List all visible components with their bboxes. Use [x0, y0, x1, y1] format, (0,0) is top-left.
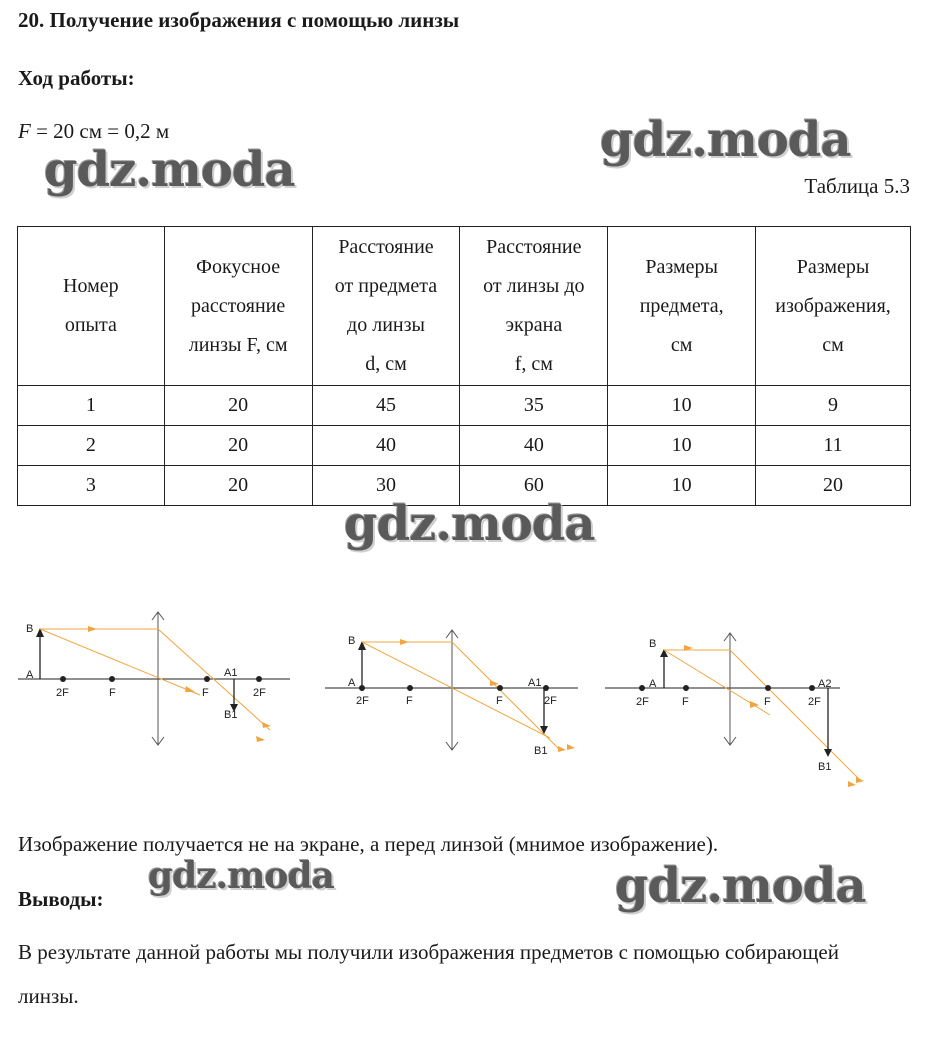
ray-arrow-icon: [256, 736, 265, 742]
table-cell: 45: [312, 386, 460, 426]
table-cell: 10: [608, 386, 756, 426]
table-cell: 3: [18, 466, 165, 506]
ray-arrow-icon: [262, 722, 271, 728]
point-2f-right: [256, 676, 262, 682]
table-cell: 11: [756, 426, 911, 466]
image-arrow-head-icon: [824, 749, 832, 757]
procedure-heading: Ход работы:: [18, 66, 135, 90]
label-image-top: B1: [534, 745, 548, 757]
table-cell: 9: [756, 386, 911, 426]
label-2f-right: 2F: [253, 687, 266, 699]
table-cell: 20: [756, 466, 911, 506]
lens-diagram-1: [0, 600, 310, 760]
table-cell: 40: [312, 426, 460, 466]
ray-center: [362, 642, 550, 738]
point-2f-right: [809, 685, 815, 691]
table-cell: 40: [460, 426, 608, 466]
label-object-base: A: [649, 678, 657, 690]
watermark: gdz.moda: [44, 142, 295, 198]
conclusion-line-2: линзы.: [18, 984, 79, 1008]
focal-length-formula: [18, 119, 169, 144]
label-object-top: B: [26, 623, 34, 635]
ray-arrow-icon: [567, 744, 575, 750]
conclusion-heading: Выводы:: [18, 887, 104, 911]
header-experiment-number: Номер опыта: [18, 227, 165, 386]
watermark: gdz.moda: [148, 855, 334, 897]
point-f-right: [765, 685, 771, 691]
header-focal-length: Фокусное расстояние линзы F, см: [164, 227, 312, 386]
label-2f-left: 2F: [636, 696, 649, 708]
point-2f-left: [359, 685, 365, 691]
label-image-base: A2: [818, 678, 832, 690]
label-f-right: F: [202, 687, 209, 699]
label-2f-left: 2F: [56, 687, 69, 699]
label-f-left: F: [682, 696, 689, 708]
ray-refracted: [730, 650, 860, 780]
ray-arrow-icon: [856, 777, 864, 783]
label-2f-right: 2F: [808, 696, 821, 708]
ray-arrow-icon: [88, 626, 97, 632]
observation-text: Изображение получается не на экране, а перед линзой (мнимое изображение).: [18, 832, 719, 856]
label-f-right: F: [764, 696, 771, 708]
point-f-right: [497, 685, 503, 691]
table-cell: 60: [460, 466, 608, 506]
table-cell: 10: [608, 466, 756, 506]
header-object-distance: Расстояние от предмета до линзы d, см: [312, 227, 460, 386]
table-cell: 30: [312, 466, 460, 506]
table-cell: 20: [164, 386, 312, 426]
watermark: gdz.moda: [615, 858, 866, 914]
table-row: [18, 426, 911, 466]
label-object-top: B: [649, 638, 657, 650]
point-2f-right: [543, 685, 549, 691]
table-cell: 35: [460, 386, 608, 426]
watermark: gdz.moda: [600, 112, 851, 168]
results-table: [17, 226, 911, 506]
table-cell: 20: [164, 466, 312, 506]
label-image-base: A1: [224, 667, 238, 679]
point-f-right: [204, 676, 210, 682]
conclusion-line-1: В результате данной работы мы получили изображения предметов с помощью собирающей: [18, 940, 839, 964]
header-image-distance: Расстояние от линзы до экрана f, см: [460, 227, 608, 386]
table-row: [18, 386, 911, 426]
formula-variable: F: [18, 119, 31, 143]
lens-diagram-2: [320, 620, 590, 765]
table-header-row: [18, 227, 911, 386]
formula-value: = 20 см = 0,2 м: [30, 119, 170, 143]
point-2f-left: [60, 676, 66, 682]
image-arrow-head-icon: [540, 726, 548, 734]
table-cell: 10: [608, 426, 756, 466]
label-image-base: A1: [528, 677, 542, 689]
label-object-base: A: [26, 669, 34, 681]
label-object-top: B: [348, 635, 356, 647]
table-caption: Таблица 5.3: [804, 174, 910, 198]
label-f-left: F: [109, 687, 116, 699]
lens-diagram-3: [600, 625, 880, 795]
table-cell: 2: [18, 426, 165, 466]
table-cell: 20: [164, 426, 312, 466]
ray-arrow-icon: [185, 686, 195, 692]
point-f-left: [109, 676, 115, 682]
header-object-size: Размеры предмета, см: [608, 227, 756, 386]
header-image-size: Размеры изображения, см: [756, 227, 911, 386]
label-2f-left: 2F: [356, 695, 369, 707]
label-object-base: A: [348, 677, 356, 689]
label-2f-right: 2F: [544, 695, 557, 707]
table-cell: 1: [18, 386, 165, 426]
ray-arrow-icon: [558, 746, 566, 752]
point-f-left: [407, 685, 413, 691]
label-image-top: B1: [224, 709, 238, 721]
label-f-left: F: [406, 695, 413, 707]
ray-center: [40, 629, 200, 695]
page-title: 20. Получение изображения с помощью линзы: [18, 8, 460, 32]
point-2f-left: [639, 685, 645, 691]
ray-arrow-icon: [400, 639, 409, 645]
label-f-right: F: [496, 695, 503, 707]
watermark: gdz.moda: [344, 496, 595, 552]
label-image-top: B1: [818, 761, 832, 773]
point-f-left: [683, 685, 689, 691]
ray-arrow-icon: [848, 781, 856, 787]
